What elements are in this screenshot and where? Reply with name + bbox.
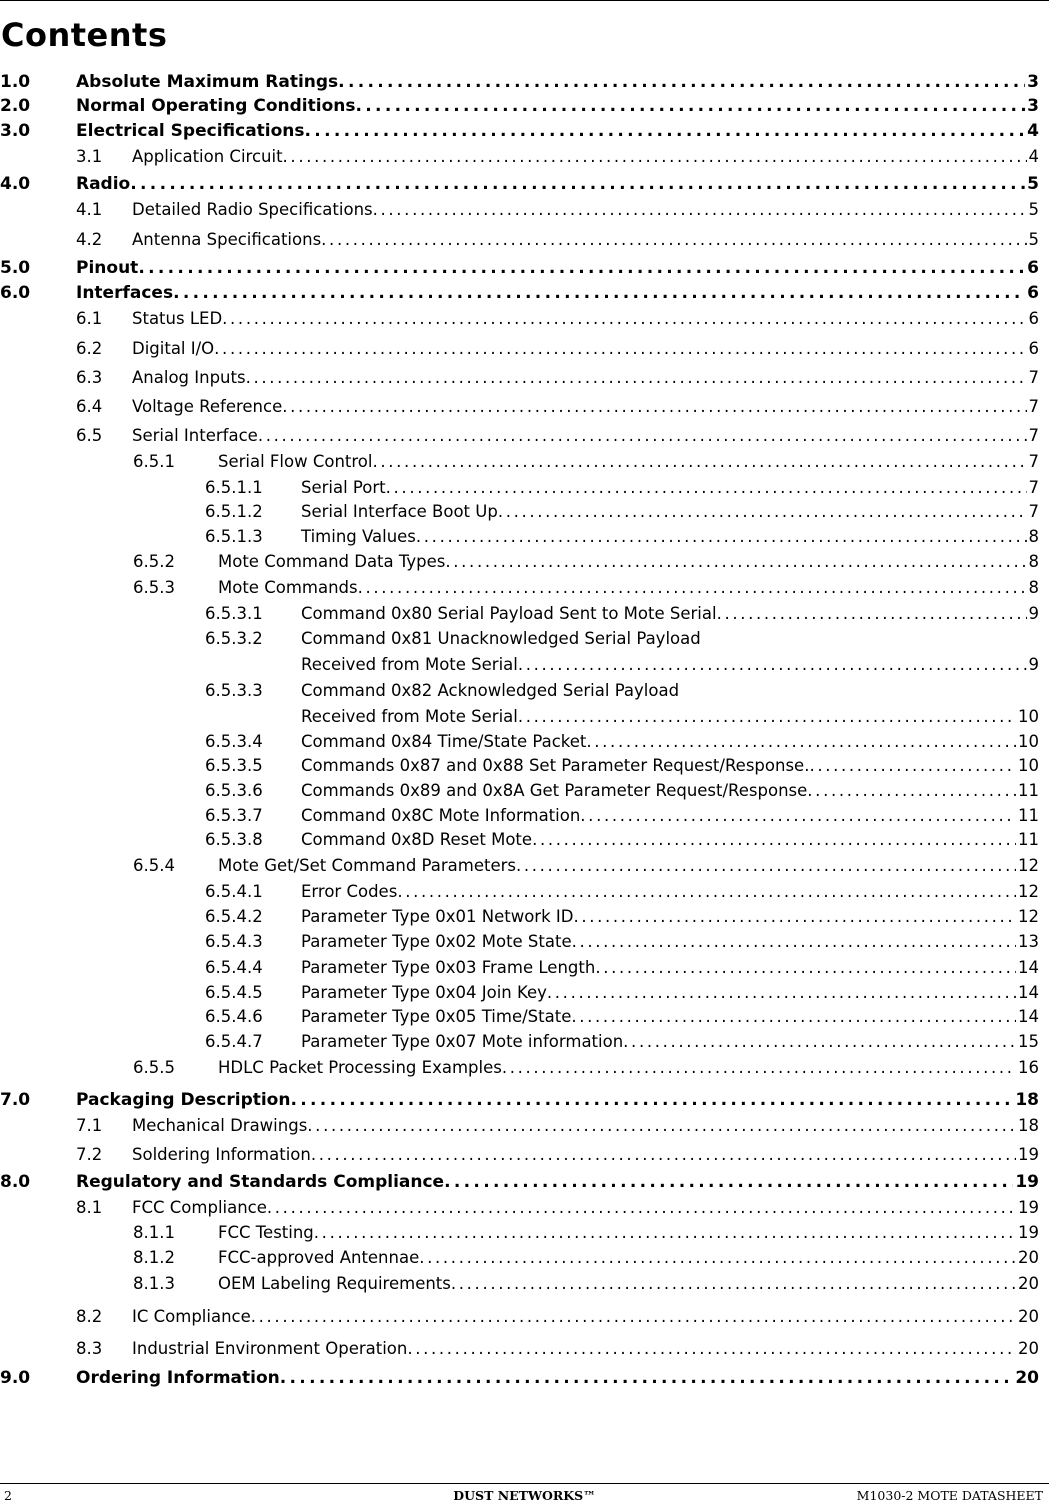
dot-leader: [571, 1005, 1016, 1029]
toc-entry[interactable]: [0, 550, 1049, 574]
toc-entry-title: Antenna Specifications: [132, 230, 322, 249]
toc-entry-page: 12: [1018, 907, 1039, 926]
toc-entry-number: 4.0: [0, 174, 31, 194]
toc-entry-title: Mote Get/Set Command Parameters: [218, 856, 516, 875]
toc-entry-number: 6.5.3.7: [205, 806, 263, 825]
toc-entry[interactable]: [0, 307, 1049, 331]
toc-entry-number: 6.5.4.1: [205, 882, 263, 901]
toc-entry-title: Parameter Type 0x05 Time/State: [301, 1007, 572, 1026]
toc-entry[interactable]: [0, 576, 1049, 600]
toc-entry-page: 7: [1028, 478, 1039, 497]
toc-entry[interactable]: [0, 525, 1049, 549]
toc-entry-page: 10: [1018, 756, 1039, 775]
toc-entry-title: Serial Port: [301, 478, 386, 497]
toc-entry-page: 10: [1018, 732, 1039, 751]
toc-entry-page: 9: [1028, 655, 1039, 674]
toc-entry-page: 14: [1018, 983, 1039, 1002]
toc-entry-number: 6.5.3: [133, 578, 175, 597]
toc-entry-page: 6: [1027, 258, 1039, 278]
toc-entry-title: Mote Commands: [218, 578, 358, 597]
toc-entry-number: 6.1: [76, 309, 103, 328]
dot-leader: [623, 1030, 1016, 1054]
toc-entry-title: Packaging Description: [76, 1090, 291, 1110]
dot-leader: [586, 730, 1016, 754]
toc-entry[interactable]: [0, 1143, 1049, 1167]
toc-entry-page: 18: [1015, 1090, 1039, 1110]
toc-entry-title: Regulatory and Standards Compliance: [76, 1172, 445, 1192]
toc-entry-title: Absolute Maximum Ratings: [76, 72, 339, 92]
toc-entry-page: 7: [1028, 426, 1039, 445]
toc-entry-number: 2.0: [0, 96, 31, 116]
footer-page-number: 2: [4, 1488, 12, 1503]
toc-entry[interactable]: [0, 476, 1049, 500]
dot-leader: [258, 424, 1027, 448]
toc-entry-number: 3.1: [76, 147, 103, 166]
dot-leader: [532, 828, 1016, 852]
dot-leader: [251, 1305, 1016, 1329]
toc-entry[interactable]: [0, 1305, 1049, 1329]
toc-entry-number: 6.5.5: [133, 1058, 175, 1077]
dot-leader: [246, 366, 1027, 390]
toc-entry-number: 8.2: [76, 1307, 103, 1326]
dot-leader: [283, 145, 1027, 169]
toc-entry[interactable]: [0, 281, 1049, 305]
footer-rule: [0, 1483, 1049, 1484]
toc-entry-number: 6.5.4.7: [205, 1032, 263, 1051]
dot-leader: [282, 395, 1026, 419]
toc-entry-page: 4: [1027, 121, 1039, 141]
toc-entry-page: 6: [1028, 309, 1039, 328]
toc-entry-number: 1.0: [0, 72, 31, 92]
toc-entry-page: 12: [1018, 882, 1039, 901]
toc-entry[interactable]: [0, 930, 1049, 954]
toc-entry[interactable]: [0, 1030, 1049, 1054]
toc-entry-number: 8.1.3: [133, 1274, 175, 1293]
toc-entry-number: 9.0: [0, 1368, 31, 1388]
toc-entry-title: Command 0x8C Mote Information: [301, 806, 581, 825]
toc-entry-number: 8.1: [76, 1198, 103, 1217]
toc-entry[interactable]: [0, 602, 1049, 626]
toc-entry-page: 15: [1018, 1032, 1039, 1051]
dot-leader: [138, 256, 1025, 280]
dot-leader: [338, 70, 1025, 94]
toc-entry-title: IC Compliance: [132, 1307, 251, 1326]
toc-entry[interactable]: [0, 1056, 1049, 1080]
toc-entry[interactable]: [0, 754, 1049, 778]
toc-entry[interactable]: [0, 1196, 1049, 1220]
dot-leader: [416, 525, 1027, 549]
toc-entry-page: 19: [1018, 1223, 1039, 1242]
toc-entry-title: Normal Operating Conditions: [76, 96, 356, 116]
toc-entry-page: 7: [1028, 452, 1039, 471]
toc-entry-number: 6.5.3.1: [205, 604, 263, 623]
dot-leader: [451, 1272, 1016, 1296]
dot-leader: [214, 337, 1026, 361]
toc-entry-title: Command 0x8D Reset Mote: [301, 830, 533, 849]
toc-entry-title: Ordering Information: [76, 1368, 280, 1388]
toc-entry-page: 7: [1028, 397, 1039, 416]
toc-entry-number: 6.5.3.6: [205, 781, 263, 800]
toc-entry[interactable]: [0, 1246, 1049, 1270]
toc-entry-title: Electrical Specifications: [76, 121, 305, 141]
dot-leader: [572, 930, 1016, 954]
toc-entry[interactable]: [0, 500, 1049, 524]
toc-entry-number: 7.2: [76, 1145, 103, 1164]
toc-entry-number: 6.5.1.2: [205, 502, 263, 521]
toc-entry-title: FCC Testing: [218, 1223, 314, 1242]
toc-entry[interactable]: [0, 905, 1049, 929]
dot-leader: [355, 94, 1025, 118]
toc-entry-title: Parameter Type 0x07 Mote information: [301, 1032, 624, 1051]
toc-entry-page: 19: [1018, 1145, 1039, 1164]
toc-entry-number: 6.4: [76, 397, 103, 416]
toc-entry-page: 19: [1018, 1198, 1039, 1217]
dot-leader: [358, 576, 1027, 600]
dot-leader: [547, 981, 1016, 1005]
toc-entry-title: Parameter Type 0x02 Mote State: [301, 932, 572, 951]
dot-leader: [290, 1088, 1013, 1112]
toc-entry-title: Parameter Type 0x04 Join Key: [301, 983, 547, 1002]
dot-leader: [267, 1196, 1016, 1220]
toc-entry-page: 5: [1027, 174, 1039, 194]
toc-entry-number: 6.0: [0, 283, 31, 303]
toc-entry-title: Mechanical Drawings: [132, 1116, 308, 1135]
toc-entry[interactable]: [0, 1366, 1049, 1390]
toc-entry-page: 13: [1018, 932, 1039, 951]
toc-entry-title: HDLC Packet Processing Examples: [218, 1058, 502, 1077]
dot-leader: [397, 880, 1016, 904]
toc-entry[interactable]: [0, 145, 1049, 169]
dot-leader: [419, 1246, 1016, 1270]
toc-entry-number: 6.5.4.3: [205, 932, 263, 951]
toc-entry[interactable]: [0, 804, 1049, 828]
toc-entry-page: 20: [1018, 1248, 1039, 1267]
toc-entry-page: 19: [1015, 1172, 1039, 1192]
toc-entry[interactable]: [0, 1272, 1049, 1296]
toc-entry-page: 3: [1027, 96, 1039, 116]
toc-entry-number: 6.5: [76, 426, 103, 445]
dot-leader: [445, 550, 1026, 574]
toc-entry-number: 4.1: [76, 200, 103, 219]
dot-leader: [502, 1056, 1016, 1080]
toc-entry-page: 7: [1028, 368, 1039, 387]
toc-entry[interactable]: [0, 172, 1049, 196]
dot-leader: [407, 1337, 1016, 1361]
toc-entry-title: Pinout: [76, 258, 139, 278]
dot-leader: [386, 476, 1027, 500]
dot-leader: [305, 119, 1026, 143]
dot-leader: [807, 779, 1016, 803]
toc-entry[interactable]: [0, 256, 1049, 280]
toc-entry-title: Digital I/O: [132, 339, 215, 358]
toc-entry-number: 8.1.2: [133, 1248, 175, 1267]
toc-entry-title: OEM Labeling Requirements: [218, 1274, 451, 1293]
toc-entry-title: Radio: [76, 174, 131, 194]
toc-entry-page: 14: [1018, 958, 1039, 977]
dot-leader: [314, 1221, 1016, 1245]
toc-entry-title: Detailed Radio Specifications: [132, 200, 373, 219]
toc-entry-page: 11: [1018, 806, 1039, 825]
toc-entry-number: 6.5.3.8: [205, 830, 263, 849]
toc-entry-page: 11: [1018, 781, 1039, 800]
toc-entry[interactable]: [0, 679, 1049, 726]
toc-entry-page: 6: [1028, 339, 1039, 358]
toc-entry-title: Interfaces: [76, 283, 174, 303]
toc-entry[interactable]: [0, 337, 1049, 361]
footer-document-title: M1030-2 MOTE DATASHEET: [856, 1488, 1043, 1503]
dot-leader: [321, 228, 1026, 252]
toc-entry-number: 6.5.3.3: [205, 681, 263, 700]
toc-entry-title: Status LED: [132, 309, 223, 328]
toc-entry-title: Parameter Type 0x03 Frame Length: [301, 958, 596, 977]
toc-entry-number: 8.3: [76, 1339, 103, 1358]
dot-leader: [580, 804, 1016, 828]
toc-entry-number: 6.5.1: [133, 452, 175, 471]
toc-entry[interactable]: [0, 854, 1049, 878]
toc-entry-page: 16: [1018, 1058, 1039, 1077]
toc-entry-number: 6.5.1.3: [205, 527, 263, 546]
page-title: Contents: [1, 16, 168, 54]
dot-leader: [518, 653, 1027, 677]
toc-entry[interactable]: [0, 828, 1049, 852]
toc-entry-number: 6.5.3.4: [205, 732, 263, 751]
toc-entry-title: Analog Inputs: [132, 368, 246, 387]
toc-entry[interactable]: [0, 424, 1049, 448]
toc-entry-number: 6.5.1.1: [205, 478, 263, 497]
dot-leader: [307, 1114, 1016, 1138]
toc-entry-page: 18: [1018, 1116, 1039, 1135]
toc-entry-page: 20: [1015, 1368, 1039, 1388]
toc-entry[interactable]: [0, 1005, 1049, 1029]
toc-entry-title: Commands 0x87 and 0x88 Set Parameter Request/Response.: [301, 756, 810, 775]
toc-entry[interactable]: [0, 1114, 1049, 1138]
toc-entry-number: 3.0: [0, 121, 31, 141]
toc-entry[interactable]: [0, 981, 1049, 1005]
toc-entry-title: FCC-approved Antennae: [218, 1248, 420, 1267]
toc-entry-number: 5.0: [0, 258, 31, 278]
toc-entry-number: 6.5.4.5: [205, 983, 263, 1002]
toc-entry[interactable]: [0, 450, 1049, 474]
toc-entry-page: 6: [1027, 283, 1039, 303]
toc-entry-title: Error Codes: [301, 882, 398, 901]
toc-entry-number: 8.0: [0, 1172, 31, 1192]
toc-entry-title: Command 0x80 Serial Payload Sent to Mote Serial: [301, 604, 717, 623]
toc-entry-page: 14: [1018, 1007, 1039, 1026]
dot-leader: [518, 705, 1016, 729]
dot-leader: [173, 281, 1025, 305]
dot-leader: [222, 307, 1026, 331]
dot-leader: [498, 500, 1027, 524]
dot-leader: [280, 1366, 1014, 1390]
toc-entry-page: 8: [1028, 552, 1039, 571]
toc-entry[interactable]: [0, 228, 1049, 252]
toc-entry[interactable]: [0, 1088, 1049, 1112]
toc-entry-number: 6.5.4.4: [205, 958, 263, 977]
dot-leader: [809, 754, 1016, 778]
toc-entry[interactable]: [0, 395, 1049, 419]
toc-entry-number: 6.5.3.5: [205, 756, 263, 775]
toc-entry-page: 10: [1018, 707, 1039, 726]
toc-entry-number: 7.0: [0, 1090, 31, 1110]
dot-leader: [130, 172, 1025, 196]
toc-entry-page: 20: [1018, 1307, 1039, 1326]
toc-entry[interactable]: [0, 880, 1049, 904]
toc-entry[interactable]: [0, 94, 1049, 118]
toc-entry-number: 8.1.1: [133, 1223, 175, 1242]
toc-entry-number: 6.5.4.2: [205, 907, 263, 926]
toc-entry-title: FCC Compliance: [132, 1198, 267, 1217]
toc-entry[interactable]: [0, 198, 1049, 222]
toc-entry-number: 6.3: [76, 368, 103, 387]
toc-entry-title: Soldering Information: [132, 1145, 311, 1164]
toc-entry-number: 6.2: [76, 339, 103, 358]
toc-entry-number: 6.5.4: [133, 856, 175, 875]
toc-entry-number: 4.2: [76, 230, 103, 249]
toc-entry[interactable]: [0, 956, 1049, 980]
toc-entry[interactable]: [0, 779, 1049, 803]
toc-entry-title-continued: Received from Mote Serial: [301, 655, 518, 674]
toc-entry-page: 8: [1028, 527, 1039, 546]
toc-entry-number: 7.1: [76, 1116, 103, 1135]
toc-entry-page: 7: [1028, 502, 1039, 521]
toc-entry-title: Parameter Type 0x01 Network ID: [301, 907, 574, 926]
toc-entry[interactable]: [0, 1170, 1049, 1194]
toc-entry-page: 12: [1018, 856, 1039, 875]
dot-leader: [573, 905, 1016, 929]
toc-entry-page: 20: [1018, 1274, 1039, 1293]
dot-leader: [311, 1143, 1016, 1167]
toc-entry-title: Command 0x81 Unacknowledged Serial Payload: [301, 629, 701, 648]
toc-entry-title: Command 0x82 Acknowledged Serial Payload: [301, 681, 680, 700]
toc-entry-number: 6.5.3.2: [205, 629, 263, 648]
toc-entry-title: Serial Flow Control: [218, 452, 373, 471]
toc-entry-number: 6.5.4.6: [205, 1007, 263, 1026]
dot-leader: [444, 1170, 1013, 1194]
toc-entry-title: Application Circuit: [132, 147, 283, 166]
dot-leader: [717, 602, 1027, 626]
toc-entry-page: 20: [1018, 1339, 1039, 1358]
toc-entry-title: Commands 0x89 and 0x8A Get Parameter Request/Response: [301, 781, 808, 800]
toc-entry[interactable]: [0, 730, 1049, 754]
dot-leader: [373, 450, 1027, 474]
dot-leader: [516, 854, 1016, 878]
toc-entry-title: Serial Interface: [132, 426, 258, 445]
top-rule: [0, 0, 1049, 1]
toc-entry[interactable]: [0, 1221, 1049, 1245]
toc-entry-page: 5: [1028, 200, 1039, 219]
toc-entry-page: 4: [1028, 147, 1039, 166]
dot-leader: [373, 198, 1027, 222]
toc-entry[interactable]: [0, 627, 1049, 674]
toc-entry-title: Mote Command Data Types: [218, 552, 446, 571]
footer-company: DUST NETWORKS™: [453, 1488, 596, 1503]
toc-entry[interactable]: [0, 366, 1049, 390]
toc-entry-title: Industrial Environment Operation: [132, 1339, 408, 1358]
toc-entry-title: Serial Interface Boot Up: [301, 502, 498, 521]
toc-entry[interactable]: [0, 70, 1049, 94]
toc-entry-title: Timing Values: [301, 527, 416, 546]
toc-entry-page: 5: [1028, 230, 1039, 249]
toc-entry-title-continued: Received from Mote Serial: [301, 707, 518, 726]
toc-entry-page: 9: [1028, 604, 1039, 623]
toc-entry-page: 3: [1027, 72, 1039, 92]
toc-entry-number: 6.5.2: [133, 552, 175, 571]
toc-entry-title: Command 0x84 Time/State Packet: [301, 732, 587, 751]
dot-leader: [595, 956, 1016, 980]
toc-entry[interactable]: [0, 119, 1049, 143]
toc-entry-page: 8: [1028, 578, 1039, 597]
toc-entry-page: 11: [1018, 830, 1039, 849]
toc-entry[interactable]: [0, 1337, 1049, 1361]
toc-entry-title: Voltage Reference: [132, 397, 283, 416]
